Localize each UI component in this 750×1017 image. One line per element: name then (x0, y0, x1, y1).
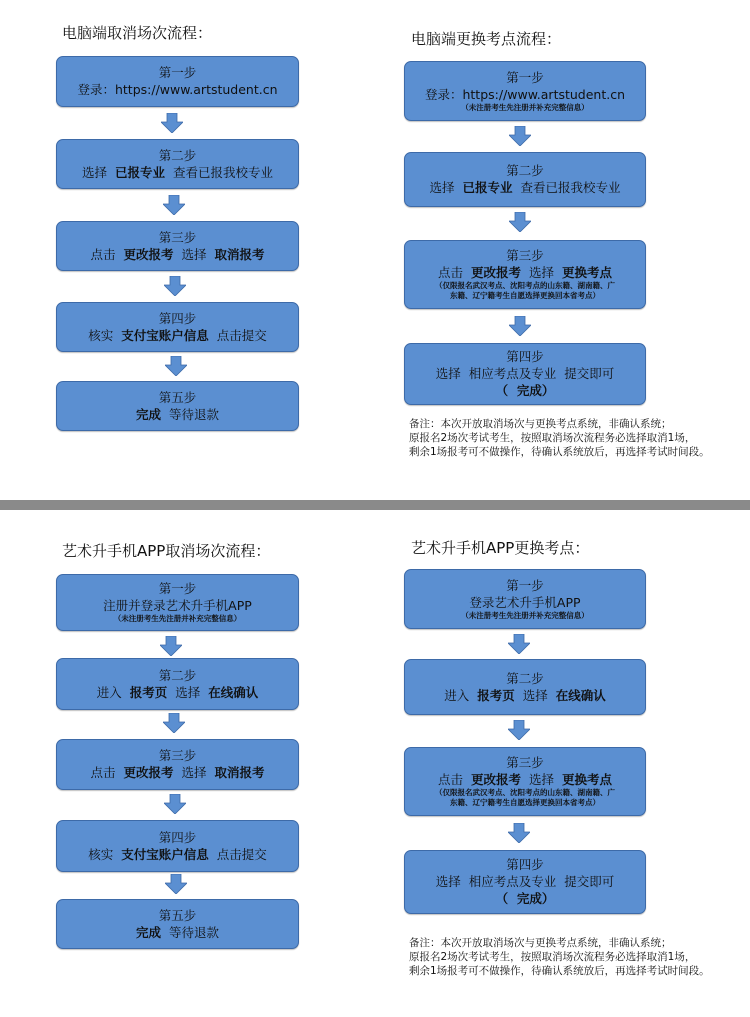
step-note: （未注册考生先注册并补充完整信息） (461, 102, 589, 112)
step-text: 核实 支付宝账户信息 点击提交 (88, 846, 267, 862)
step-note: 东籍、辽宁籍考生自愿选择更换回本省考点） (450, 291, 600, 300)
pc-change-step-3 (404, 240, 646, 309)
app-change-step-4 (404, 850, 646, 914)
step-text: 点击 更改报考 选择 取消报考 (90, 765, 265, 780)
pc-cancel-step-3 (56, 221, 299, 271)
down-arrow-icon (165, 874, 187, 894)
down-arrow-icon (509, 316, 531, 336)
step-text: （ 完成） (495, 383, 555, 398)
step-text: 登录艺术升手机APP (469, 594, 581, 610)
bottom-panel (0, 510, 750, 1017)
down-arrow-icon (163, 713, 185, 733)
step-text: 点击 更改报考 选择 更换考点 (437, 265, 613, 280)
step-text: （ 完成） (495, 891, 555, 906)
pc-cancel-step-2 (56, 139, 299, 189)
down-arrow-icon (163, 195, 185, 215)
step-note: （未注册考生先注册并补充完整信息） (461, 610, 589, 620)
app-cancel-step-2 (56, 658, 299, 710)
app-cancel-step-3 (56, 739, 299, 790)
step-title: 第一步 (506, 69, 544, 85)
down-arrow-icon (508, 720, 530, 740)
down-arrow-icon (508, 823, 530, 843)
step-title: 第二步 (158, 667, 197, 683)
app-change-remarks: 备注：本次开放取消场次与更换考点系统，非确认系统； 原报名2场次考试考生，按照取消场次流程务必选择取消1场， 剩余1场报考可不做操作，待确认系统放后，再选择考试时间段。 (409, 937, 710, 977)
step-text: 完成 等待退款 (135, 406, 220, 422)
step-title: 第二步 (506, 670, 544, 686)
step-title: 第五步 (158, 389, 197, 405)
app-cancel-step-1 (56, 574, 299, 631)
pc-change-title: 电脑端更换考点流程： (411, 30, 562, 48)
step-text: 点击 更改报考 选择 更换考点 (437, 772, 613, 787)
pc-change-step-2 (404, 152, 646, 207)
down-arrow-icon (509, 126, 531, 146)
step-title: 第三步 (158, 748, 197, 763)
step-title: 第三步 (158, 229, 197, 245)
step-title: 第五步 (158, 907, 197, 923)
step-title: 第四步 (506, 857, 544, 872)
down-arrow-icon (164, 794, 186, 814)
app-change-title: 艺术升手机APP更换考点： (411, 539, 590, 557)
step-note: 东籍、辽宁籍考生自愿选择更换回本省考点） (450, 798, 600, 807)
step-title: 第二步 (506, 163, 544, 178)
step-note: （仅限报名武汉考点、沈阳考点的山东籍、湖南籍、广 (435, 281, 615, 290)
down-arrow-icon (165, 356, 187, 376)
app-cancel-title: 艺术升手机APP取消场次流程： (62, 542, 271, 560)
down-arrow-icon (160, 636, 182, 656)
top-panel (0, 0, 750, 500)
step-text: 选择 相应考点及专业 提交即可 (435, 874, 615, 889)
step-text: 选择 已报专业 查看已报我校专业 (429, 180, 621, 195)
step-text: 注册并登录艺术升手机APP (103, 598, 252, 613)
down-arrow-icon (508, 634, 530, 654)
app-change-step-1 (404, 569, 646, 629)
step-text: 选择 相应考点及专业 提交即可 (435, 366, 615, 381)
pc-change-remarks: 备注：本次开放取消场次与更换考点系统，非确认系统； 原报名2场次考试考生，按照取消场次流程务必选择取消1场， 剩余1场报考可不做操作，待确认系统放后，再选择考试时间段。 (409, 418, 710, 458)
down-arrow-icon (161, 113, 183, 133)
app-cancel-step-5 (56, 899, 299, 949)
step-title: 第一步 (158, 581, 197, 596)
step-text: 点击 更改报考 选择 取消报考 (90, 246, 265, 262)
section-divider (0, 500, 750, 510)
step-text: 选择 已报专业 查看已报我校专业 (81, 164, 274, 180)
app-cancel-step-4 (56, 820, 299, 872)
step-text: 进入 报考页 选择 在线确认 (96, 684, 259, 700)
step-title: 第三步 (506, 248, 544, 263)
pc-cancel-title: 电脑端取消场次流程： (62, 24, 213, 42)
pc-cancel-step-5 (56, 381, 299, 431)
pc-change-step-1 (404, 61, 646, 121)
step-title: 第一步 (158, 65, 197, 80)
step-title: 第四步 (506, 349, 544, 364)
down-arrow-icon (164, 276, 186, 296)
step-text: 登录：https://www.artstudent.cn (77, 82, 278, 97)
pc-cancel-step-4 (56, 302, 299, 352)
step-text: 完成 等待退款 (135, 924, 220, 940)
step-title: 第四步 (158, 310, 197, 326)
app-change-step-3 (404, 747, 646, 816)
step-title: 第三步 (506, 755, 544, 770)
step-note: （未注册考生先注册并补充完整信息） (113, 614, 242, 623)
step-title: 第一步 (506, 577, 544, 593)
down-arrow-icon (509, 212, 531, 232)
step-text: 核实 支付宝账户信息 点击提交 (88, 327, 267, 343)
pc-change-step-4 (404, 343, 646, 405)
step-text: 进入 报考页 选择 在线确认 (444, 687, 606, 703)
step-title: 第二步 (158, 147, 197, 163)
step-text: 登录：https://www.artstudent.cn (424, 86, 626, 102)
app-change-step-2 (404, 659, 646, 715)
pc-cancel-step-1 (56, 56, 299, 107)
step-note: （仅限报名武汉考点、沈阳考点的山东籍、湖南籍、广 (435, 788, 615, 797)
step-title: 第四步 (158, 829, 197, 845)
